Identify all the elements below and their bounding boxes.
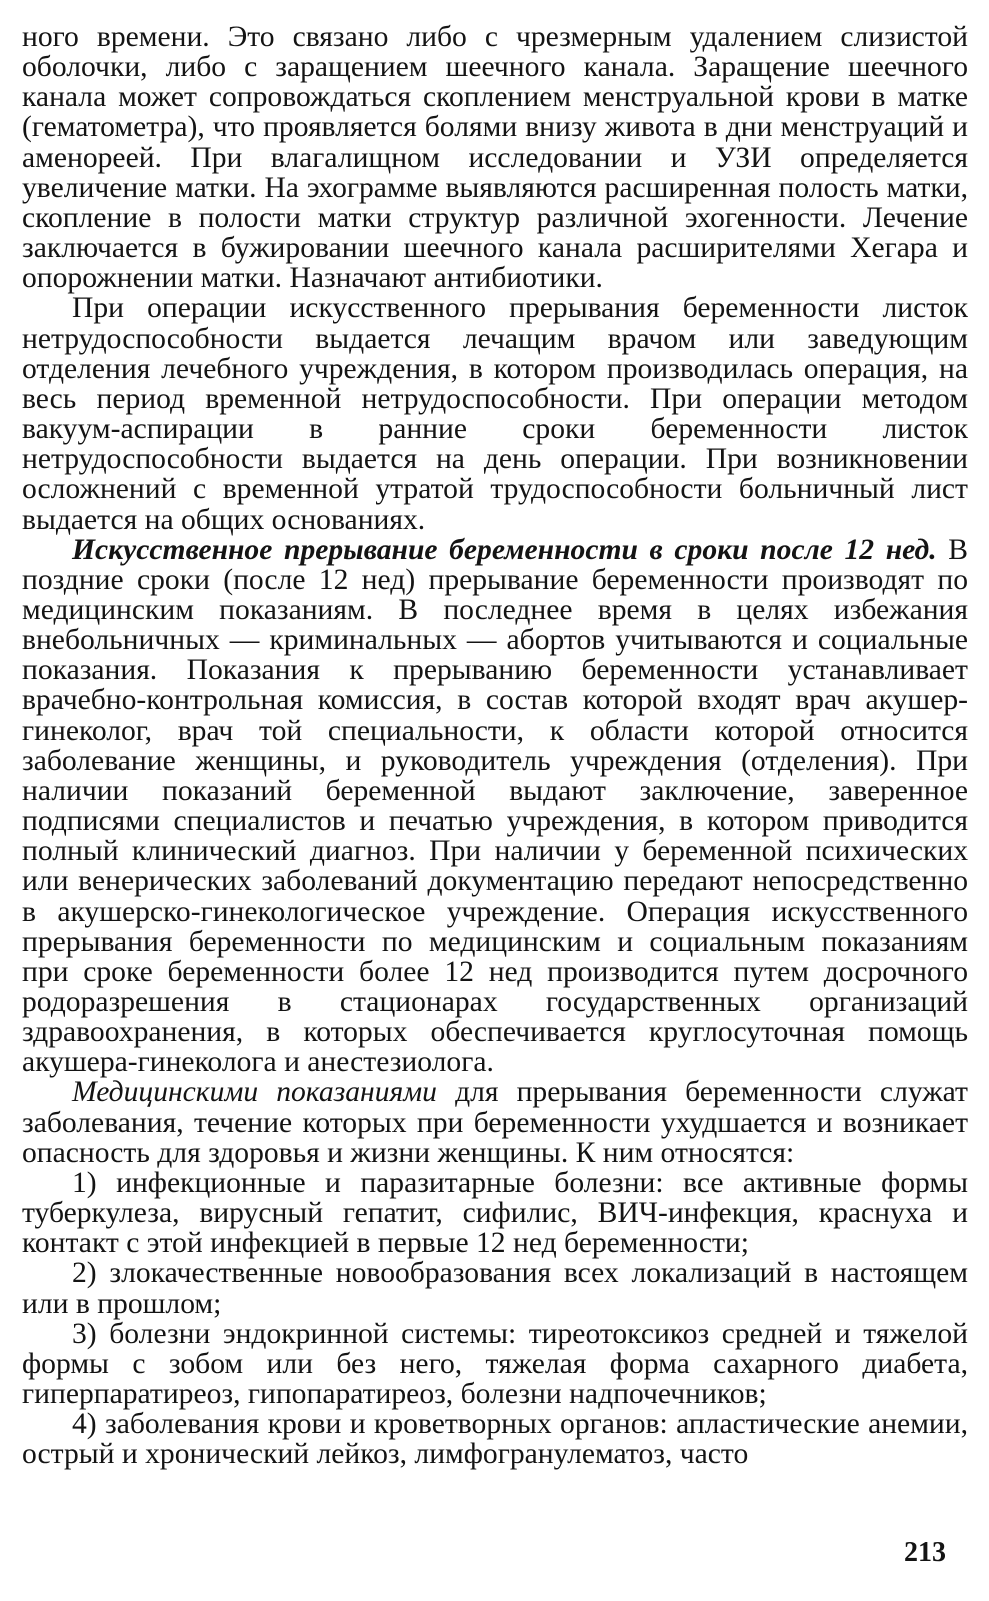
page-text: [22, 22, 968, 1470]
list-item: 1) инфекционные и паразитарные болезни: все активные формы туберкулеза, вирусный гепатит, сифилис, ВИЧ-инфекция, краснуха и контакт с этой инфекцией в первые 12 нед беременности;: [22, 1166, 968, 1260]
paragraph-sick-leave: При операции искусственного прерывания беременности листок нетрудоспособности выдается лечащим врачом или заведующим отделения лечебного учреждения, в котором производилась операция, на весь период временной нетрудоспособности. При операции методом вакуум-аспирации в ранние сроки беременности листок нетрудоспособности выдается на день операции. При возникновении осложнений с временной утратой трудоспособности больничный лист выдается на общих основаниях.: [22, 292, 968, 536]
paragraph-late-termination: [22, 535, 968, 1078]
section-heading-late-termination: Искусственное прерывание беременности в сроки после 12 нед.: [72, 533, 937, 566]
section-text-late-termination: В поздние сроки (после 12 нед) прерывание беременности производят по медицинским показаниям. В последнее время в целях избежания внебольничных — криминальных — абортов учитываются и социальные показания. Показания к прерыванию беременности устанавливает врачебно-контрольная комиссия, в состав которой входят врач акушер-гинеколог, врач той специальности, к области которой относится заболевание женщины, и руководитель учреждения (отделения). При наличии показаний беременной выдают заключение, заверенное подписями специалистов и печатью учреждения, в котором приводится полный клинический диагноз. При наличии у беременной психических или венерических заболеваний документацию передают непосредственно в акушерско-гинекологическое учреждение. Операция искусственного прерывания беременности по медицинским и социальным показаниям при сроке беременности более 12 нед производится путем досрочного родоразрешения в стационарах государственных организаций здравоохранения, в которых обеспечивается круглосуточная помощь акушера-гинеколога и анестезиолога.: [22, 533, 968, 1079]
section-text-medical-indications: для прерывания беременности служат заболевания, течение которых при беременности ухудшается и возникает опасность для здоровья и жизни женщины. К ним относятся:: [22, 1076, 968, 1169]
page-number: 213: [904, 1537, 946, 1568]
list-item: 3) болезни эндокринной системы: тиреотоксикоз средней и тяжелой формы с зобом или без него, тяжелая форма сахарного диабета, гиперпаратиреоз, гипопаратиреоз, болезни надпочечников;: [22, 1317, 968, 1411]
section-heading-medical-indications: Медицинскими показаниями: [72, 1076, 437, 1109]
list-item: 2) злокачественные новообразования всех локализаций в настоящем или в прошлом;: [22, 1257, 968, 1320]
list-item: 4) заболевания крови и кроветворных органов: апластические анемии, острый и хронический лейкоз, лимфогранулематоз, часто: [22, 1408, 968, 1471]
paragraph-continuation: ного времени. Это связано либо с чрезмерным удалением слизистой оболочки, либо с заращением шеечного канала. Заращение шеечного канала может сопровождаться скоплением менструальной крови в матке (гематометра), что проявляется болями внизу живота в дни менструаций и аменореей. При влагалищном исследовании и УЗИ определяется увеличение матки. На эхограмме выявляются расширенная полость матки, скопление в полости матки структур различной эхогенности. Лечение заключается в бужировании шеечного канала расширителями Хегара и опорожнении матки. Назначают антибиотики.: [22, 21, 968, 295]
paragraph-medical-indications: [22, 1077, 968, 1167]
